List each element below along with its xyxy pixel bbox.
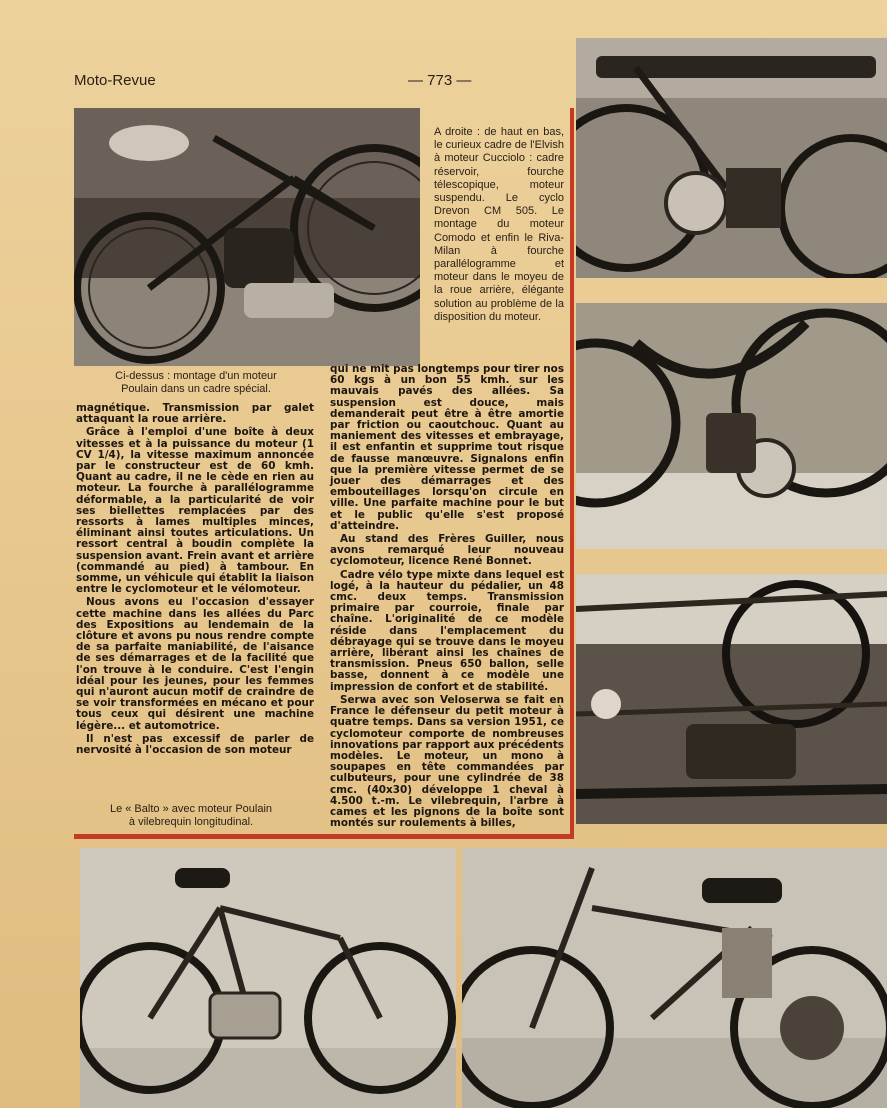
article-column-right (330, 364, 564, 831)
article-paragraph: Grâce à l'emploi d'une boîte à deux vitesses et à la puissance du moteur (1 CV 1/4), la vitesse maximum annoncée par le constructeur est de 60 kmh. Quant au cadre, il ne le cède en rien au moteur. La fourche à parallélogramme déformable, a la particularité de voir ses biellettes remplacées par des ressorts à lames multiples minces, éliminant ainsi toutes articulations. Un ressort central à boudin complète la suspension avant. Frein avant et arrière (commandé au pied) à tambour. En somme, un véhicule qui établit la liaison entre le cyclomoteur et le vélomoteur. (76, 426, 314, 596)
photo-drevon-cm505 (576, 303, 887, 549)
page-number: — 773 — (408, 72, 472, 89)
caption-line: Le « Balto » avec moteur Poulain (109, 803, 273, 815)
red-vertical-rule (570, 108, 574, 836)
article-paragraph: Il n'est pas excessif de parler de nervosité à l'occasion de son moteur (76, 732, 314, 757)
article-paragraph: Nous avons eu l'occasion d'essayer cette machine dans les allées du Parc des Expositions au lendemain de la clôture et avons pu nous rendre compte de sa parfaite maniabilité, de l'aisance de ses démarrages et de la facilité que l'on trouve à le conduire. C'est l'engin idéal pour les jeunes, pour les femmes qui n'auront aucun motif de craindre de se voir transformées en mécano et pour tous ceux qui désirent une machine légère... et automotrice. (76, 596, 314, 732)
caption-balto (84, 803, 298, 829)
photo-poulain-frame (74, 108, 420, 366)
article-column-left (76, 403, 314, 758)
article-paragraph: Serwa avec son Veloserwa se fait en France le défenseur du petit moteur à quatre temps. Dans sa version 1951, ce cyclomoteur comporte de nombreuses innovations par rapport aux précédents modèles. Le moteur, un mono à soupapes en tête commandées par culbuteurs, pour une cylindrée de 38 cmc. (40x30) développe 1 cheval à 4.500 t.-m. Le vilebrequin, l'arbre à cames et les pignons de la boîte sont montés sur roulements à billes, (330, 693, 564, 830)
article-paragraph: Cadre vélo type mixte dans lequel est logé, à la hauteur du pédalier, un 48 cmc. deux temps. Transmission primaire par courroie, finale par chaîne. L'originalité de ce modèle réside dans l'emplacement du débrayage qui se trouve dans le moyeu arrière, libérant ainsi les chaînes de transmission. Pneus 650 ballon, selle basse, donnent à ce modèle une impression de confort et de stabilité. (330, 568, 564, 693)
caption-line: Ci-dessus : montage d'un moteur (115, 370, 277, 382)
photo-comodo-montage (576, 574, 887, 824)
photo-elvish-cucciolo (576, 38, 887, 278)
caption-line: Poulain dans un cadre spécial. (121, 383, 271, 396)
red-horizontal-rule (74, 834, 574, 839)
caption-poulain-frame (82, 370, 310, 396)
article-paragraph: Au stand des Frères Guiller, nous avons remarqué leur nouveau cyclomoteur, licence René Bonnet. (330, 533, 564, 568)
caption-right-photos: A droite : de haut en bas, le curieux cadre de l'Elvish à moteur Cucciolo : cadre réservoir, fourche télescopique, moteur suspendu. Le cyclo Drevon CM 505. Le montage du moteur Comodo et enfin le Riva-Milan à fourche parallélogramme et moteur dans le moyeu de la roue arrière, élégante solution au problème de la disposition du moteur. (434, 126, 564, 323)
article-paragraph: qui ne mit pas longtemps pour tirer nos 60 kgs à un bon 55 kmh. sur les mauvais pavés des allées. Sa suspension est douce, mais demanderait peut être à être amortie par friction ou caoutchouc. Quant au maniement des vitesses et embrayage, il est enfantin et supprime tout risque de fausse manœuvre. Signalons enfin que la première vitesse permet de se jouer des démarrages et des embouteillages lorsqu'on circule en ville. Une parfaite machine pour le but et le public qu'elle s'est proposé d'atteindre. (330, 363, 564, 532)
photo-riva-milan (462, 848, 887, 1108)
article-paragraph: magnétique. Transmission par galet attaquant la roue arrière. (76, 402, 314, 426)
photo-balto-poulain (80, 848, 456, 1108)
caption-line: à vilebrequin longitudinal. (128, 816, 254, 829)
publication-name: Moto-Revue (74, 72, 156, 89)
